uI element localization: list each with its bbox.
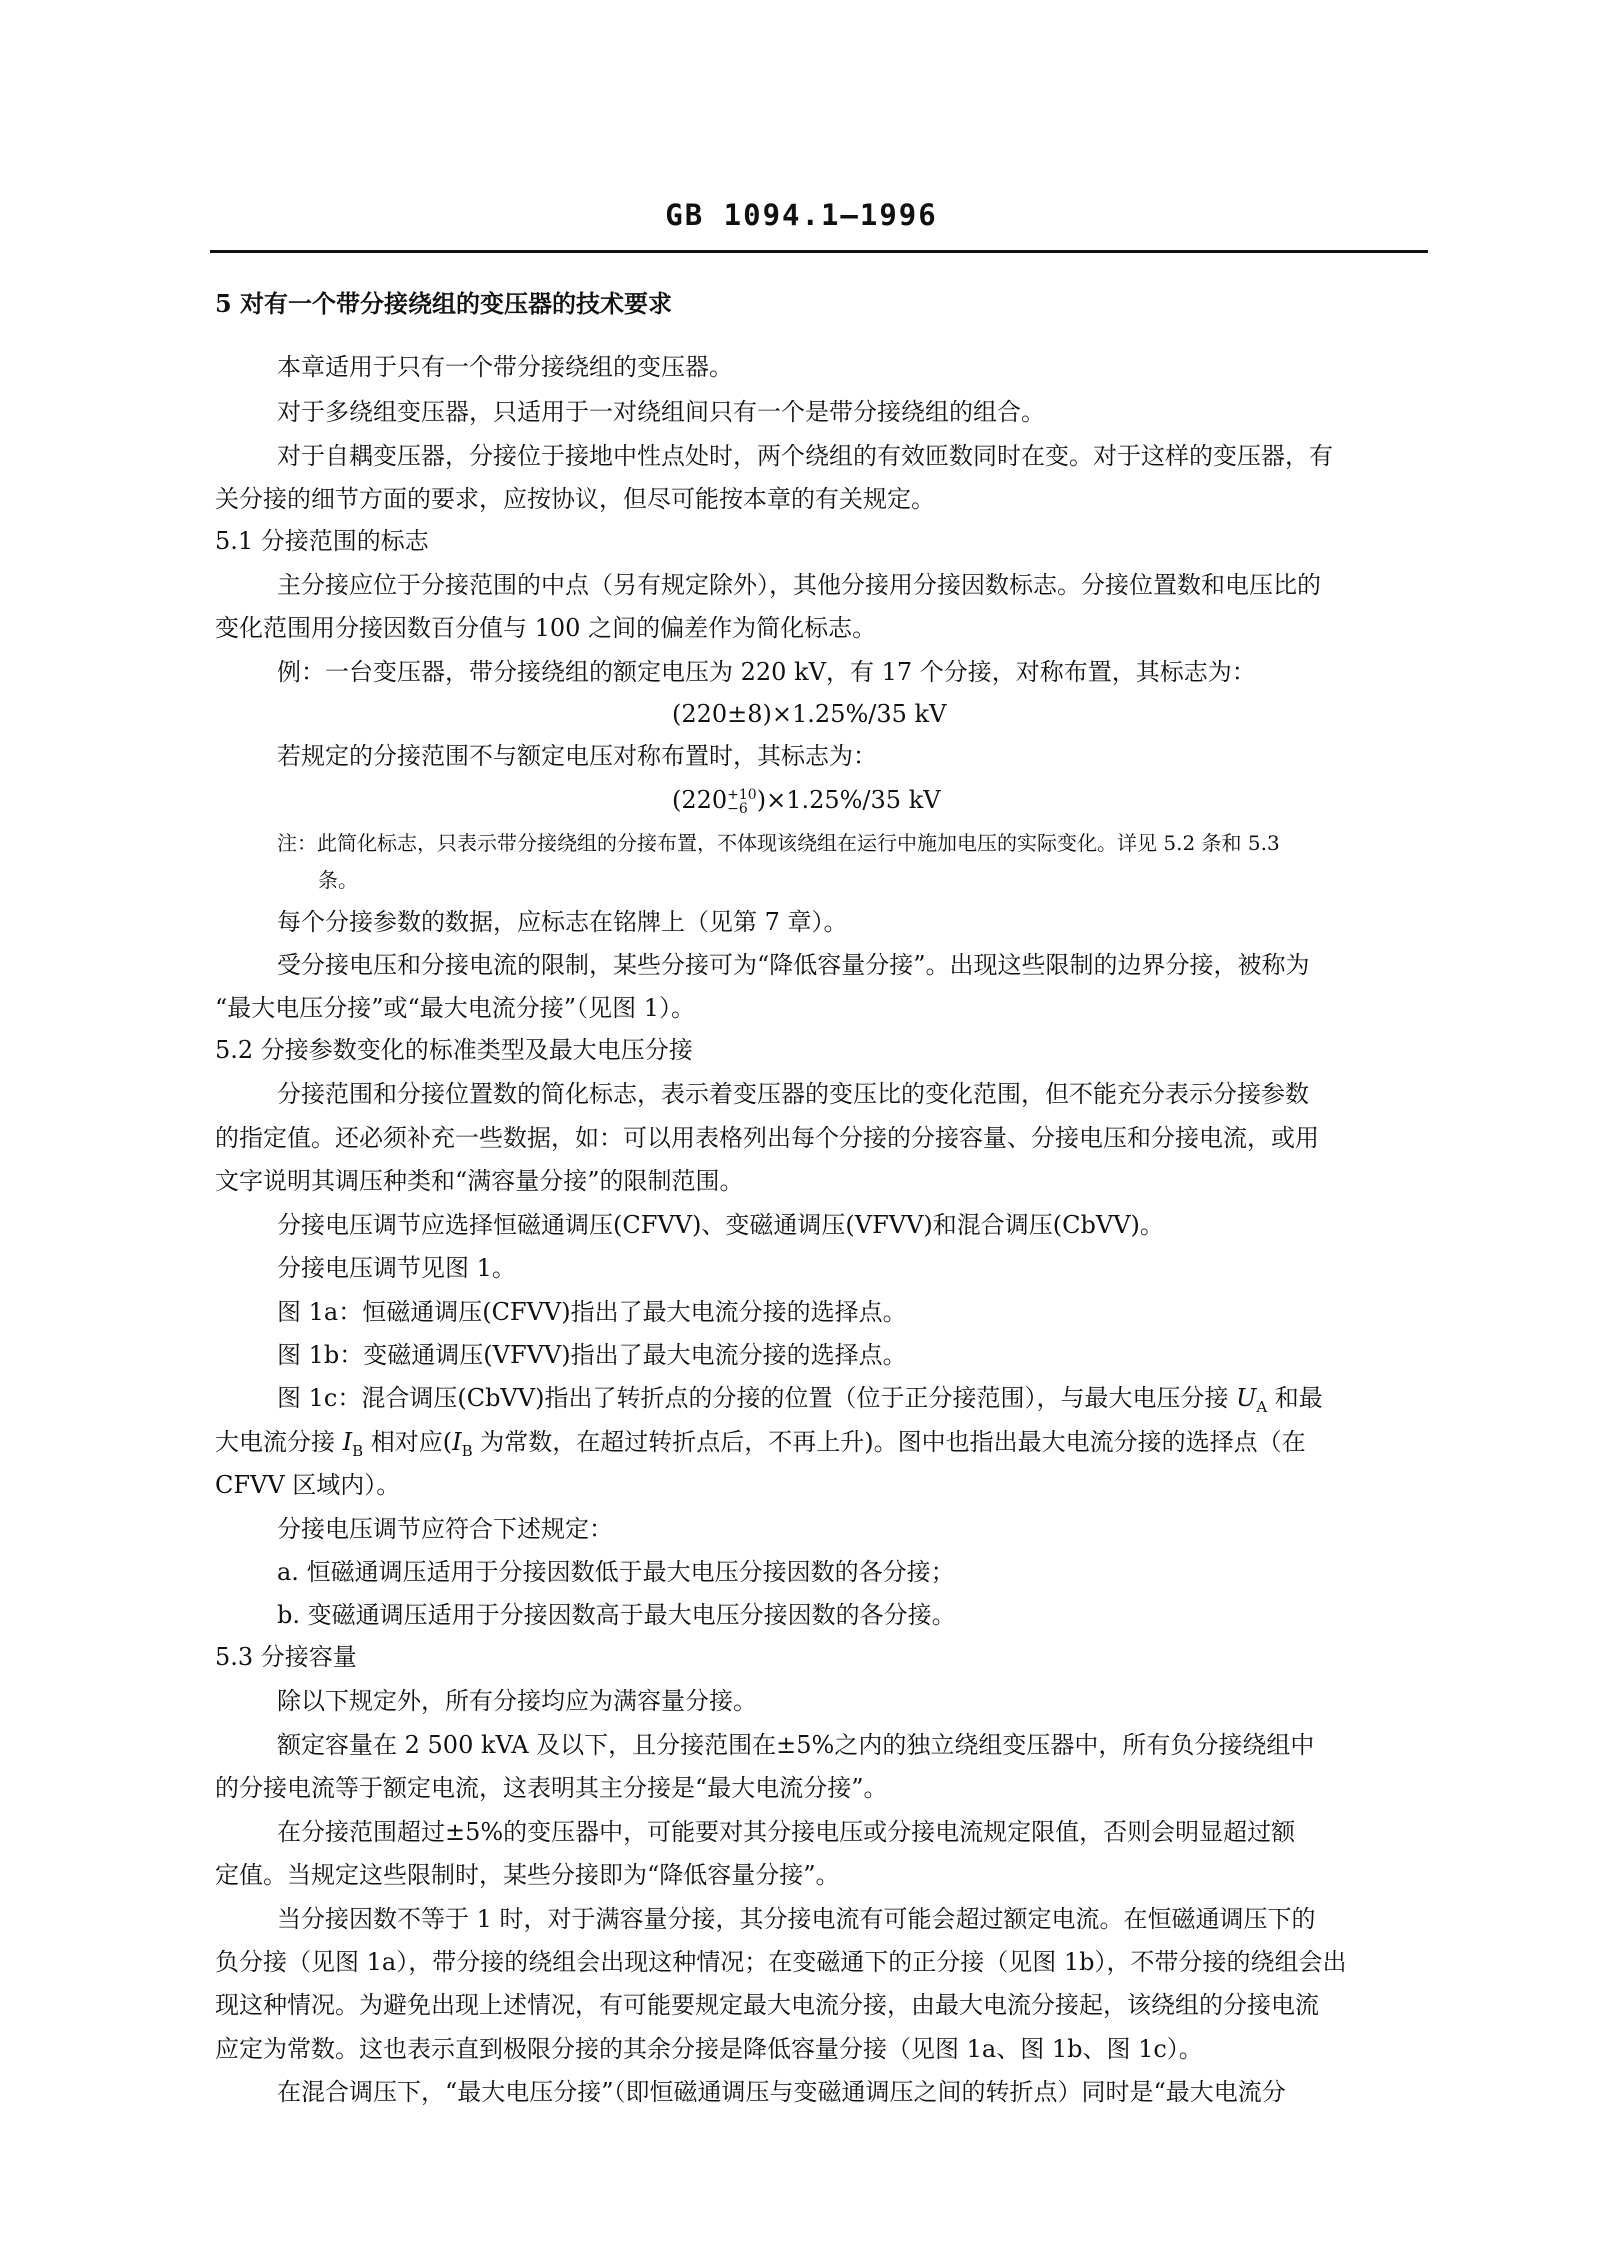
text-line: CFVV 区域内）。	[215, 1471, 401, 1499]
text-line: 定值。当规定这些限制时，某些分接即为“降低容量分接”。	[215, 1861, 840, 1889]
text-line: 每个分接参数的数据，应标志在铭牌上（见第 7 章）。	[277, 908, 848, 936]
text-line: (220±8)×1.25%/35 kV	[672, 700, 947, 728]
symbol-I: I	[342, 1428, 353, 1456]
formula-line	[672, 785, 941, 816]
standard-code-header: GB 1094.1—1996	[665, 198, 938, 232]
text-line: 本章适用于只有一个带分接绕组的变压器。	[277, 353, 733, 381]
text-line: 若规定的分接范围不与额定电压对称布置时，其标志为：	[277, 742, 877, 770]
text-line: 受分接电压和分接电流的限制，某些分接可为“降低容量分接”。出现这些限制的边界分接，被称为	[277, 951, 1310, 979]
text-run: 图 1c：混合调压(CbVV)指出了转折点的分接的位置（位于正分接范围），与最大电压分接	[277, 1384, 1237, 1412]
text-line: 的指定值。还必须补充一些数据，如：可以用表格列出每个分接的分接容量、分接电压和分接电流，或用	[215, 1124, 1319, 1152]
header-rule	[210, 250, 1428, 253]
note-line: 注：此简化标志，只表示带分接绕组的分接布置，不体现该绕组在运行中施加电压的实际变化。详见 5.2 条和 5.3	[277, 831, 1280, 855]
text-line: 分接电压调节应符合下述规定：	[277, 1515, 613, 1543]
text-line: 5.3 分接容量	[215, 1643, 357, 1671]
text-line: 图 1b：变磁通调压(VFVV)指出了最大电流分接的选择点。	[277, 1341, 907, 1369]
subscript-A: A	[1256, 1397, 1268, 1416]
text-line: 除以下规定外，所有分接均应为满容量分接。	[277, 1687, 757, 1715]
formula-text: (220	[672, 786, 728, 814]
formula-text: )×1.25%/35 kV	[756, 786, 941, 814]
text-line: 例：一台变压器，带分接绕组的额定电压为 220 kV，有 17 个分接，对称布置，其标志为：	[277, 658, 1256, 686]
tolerance-stack	[727, 788, 757, 816]
text-line: 的分接电流等于额定电流，这表明其主分接是“最大电流分接”。	[215, 1774, 888, 1802]
text-line: 5.1 分接范围的标志	[215, 527, 429, 555]
subscript-B: B	[461, 1441, 473, 1460]
subscript-B: B	[352, 1441, 364, 1460]
text-run: 相对应(	[363, 1428, 453, 1456]
text-line: a. 恒磁通调压适用于分接因数低于最大电压分接因数的各分接；	[277, 1558, 955, 1586]
text-run: 大电流分接	[215, 1428, 343, 1456]
text-line: 应定为常数。这也表示直到极限分接的其余分接是降低容量分接（见图 1a、图 1b、图 1c）。	[215, 2035, 1203, 2063]
text-line: 在混合调压下，“最大电压分接”（即恒磁通调压与变磁通调压之间的转折点）同时是“最大电流分	[277, 2078, 1286, 2106]
symbol-U: U	[1236, 1384, 1257, 1412]
text-line: 变化范围用分接因数百分值与 100 之间的偏差作为简化标志。	[215, 614, 877, 642]
text-line: 分接电压调节见图 1。	[277, 1254, 516, 1282]
text-line: 分接范围和分接位置数的简化标志，表示着变压器的变压比的变化范围，但不能充分表示分接参数	[277, 1080, 1309, 1108]
text-line: 文字说明其调压种类和“满容量分接”的限制范围。	[215, 1167, 744, 1195]
text-line: 当分接因数不等于 1 时，对于满容量分接，其分接电流有可能会超过额定电流。在恒磁通调压下的	[277, 1905, 1316, 1933]
text-run: 为常数，在超过转折点后，不再上升)。图中也指出最大电流分接的选择点（在	[472, 1428, 1306, 1456]
text-line: “最大电压分接”或“最大电流分接”（见图 1）。	[215, 994, 695, 1022]
tolerance-lower: −6	[727, 800, 748, 817]
text-line: 负分接（见图 1a），带分接的绕组会出现这种情况；在变磁通下的正分接（见图 1b），不带分接的绕组会出	[215, 1948, 1347, 1976]
text-line	[277, 1383, 1323, 1422]
text-line: 分接电压调节应选择恒磁通调压(CFVV)、变磁通调压(VFVV)和混合调压(CbVV)。	[277, 1211, 1164, 1239]
text-line: 5.2 分接参数变化的标准类型及最大电压分接	[215, 1036, 693, 1064]
text-line: 现这种情况。为避免出现上述情况，有可能要规定最大电流分接，由最大电流分接起，该绕组的分接电流	[215, 1991, 1319, 2019]
text-line: 主分接应位于分接范围的中点（另有规定除外），其他分接用分接因数标志。分接位置数和电压比的	[277, 571, 1321, 599]
text-run: 和最	[1267, 1384, 1323, 1412]
text-line: 额定容量在 2 500 kVA 及以下，且分接范围在±5%之内的独立绕组变压器中，所有负分接绕组中	[277, 1731, 1315, 1759]
text-line: 对于多绕组变压器，只适用于一对绕组间只有一个是带分接绕组的组合。	[277, 398, 1045, 426]
text-line: 在分接范围超过±5%的变压器中，可能要对其分接电压或分接电流规定限值，否则会明显超过额	[277, 1818, 1296, 1846]
text-line	[215, 1427, 1306, 1466]
note-line: 条。	[318, 868, 358, 892]
text-line: 图 1a：恒磁通调压(CFVV)指出了最大电流分接的选择点。	[277, 1298, 907, 1326]
text-line: 关分接的细节方面的要求，应按协议，但尽可能按本章的有关规定。	[215, 485, 935, 513]
text-line: 对于自耦变压器，分接位于接地中性点处时，两个绕组的有效匝数同时在变。对于这样的变压器，有	[277, 442, 1333, 470]
text-line: b. 变磁通调压适用于分接因数高于最大电压分接因数的各分接。	[277, 1601, 956, 1629]
section-heading: 5 对有一个带分接绕组的变压器的技术要求	[215, 289, 673, 318]
tolerance-upper: +10	[727, 786, 757, 803]
symbol-I: I	[452, 1428, 462, 1456]
